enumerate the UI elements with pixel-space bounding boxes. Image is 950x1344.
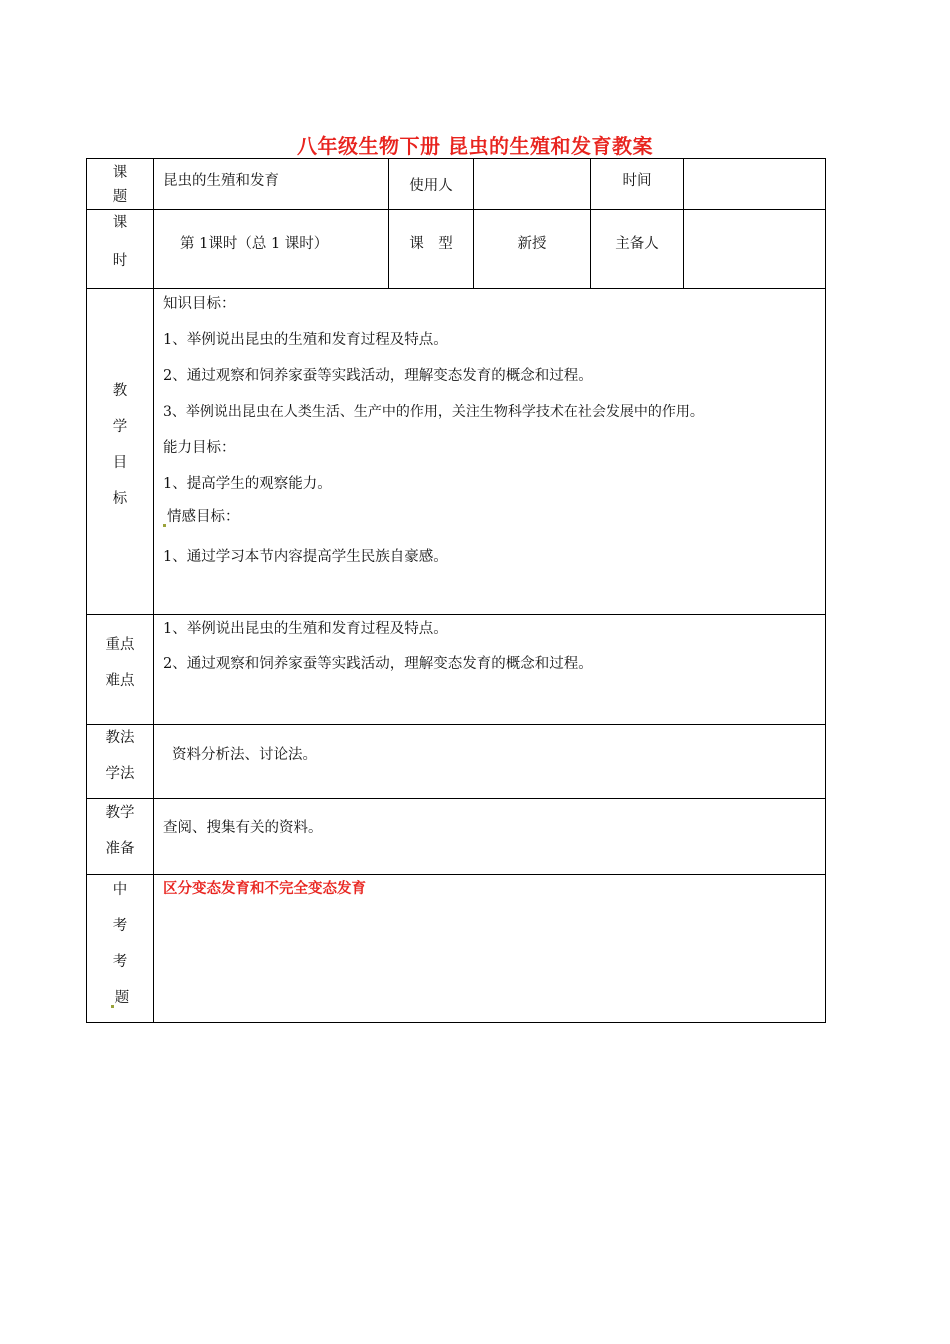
exam-content: [154, 875, 826, 1023]
label-key-points: 重点 难点: [87, 615, 154, 725]
row-methods: [87, 725, 826, 799]
goals-emotion-heading: 情感目标：: [163, 507, 825, 527]
row-goals: [87, 289, 826, 615]
goals-line: 1、提高学生的观察能力。: [163, 476, 332, 492]
goals-line: 1、通过学习本节内容提高学生民族自豪感。: [163, 549, 448, 565]
preparation-value: 查阅、搜集有关的资料。: [163, 820, 323, 836]
row-key-points: [87, 615, 826, 725]
time-value-cell: [684, 159, 826, 210]
exam-topic: 区分变态发育和不完全变态发育: [163, 881, 366, 897]
preparer-label: 主备人: [615, 236, 659, 252]
label-preparation: 教学 准备: [87, 799, 154, 875]
row-period: [87, 210, 826, 289]
row-preparation: [87, 799, 826, 875]
label-topic: 课 题: [87, 159, 154, 210]
topic-cell: [154, 159, 389, 210]
lesson-plan-table: [86, 158, 826, 1023]
page-title: 八年级生物下册 昆虫的生殖和发育教案: [297, 134, 653, 158]
type-label: 课 型: [409, 236, 453, 252]
row-topic: [87, 159, 826, 210]
goals-ability-heading: 能力目标：: [163, 440, 236, 456]
user-value-cell: [474, 159, 591, 210]
methods-value: 资料分析法、讨论法。: [172, 747, 317, 763]
user-label: 使用人: [409, 178, 453, 194]
methods-content: [154, 725, 826, 799]
label-period: 课 时: [87, 210, 154, 289]
time-label: 时间: [622, 173, 652, 189]
label-exam: 中 考 考 题: [87, 875, 154, 1023]
type-label-cell: [389, 210, 474, 289]
mark-dot: [111, 1005, 114, 1008]
preparer-label-cell: [591, 210, 684, 289]
key-point-line: 1、举例说出昆虫的生殖和发育过程及特点。: [163, 621, 448, 637]
label-goals: 教 学 目 标: [87, 289, 154, 615]
row-exam: [87, 875, 826, 1023]
user-label-cell: [389, 159, 474, 210]
goals-knowledge-heading: 知识目标：: [163, 296, 236, 312]
goals-content: [154, 289, 826, 615]
topic-value: 昆虫的生殖和发育: [163, 173, 279, 189]
key-point-line: 2、通过观察和饲养家蚕等实践活动，理解变态发育的概念和过程。: [163, 656, 593, 672]
goals-line: 2、通过观察和饲养家蚕等实践活动，理解变态发育的概念和过程。: [163, 368, 593, 384]
period-cell: [154, 210, 389, 289]
period-value: 第 1课时（总 1 课时）: [180, 236, 329, 252]
key-points-content: [154, 615, 826, 725]
preparer-value-cell: [684, 210, 826, 289]
type-value-cell: [474, 210, 591, 289]
mark-dot: [163, 524, 166, 527]
goals-line: 1、举例说出昆虫的生殖和发育过程及特点。: [163, 332, 448, 348]
goals-line: 3、举例说出昆虫在人类生活、生产中的作用，关注生物科学技术在社会发展中的作用。: [163, 404, 704, 420]
preparation-content: [154, 799, 826, 875]
time-label-cell: [591, 159, 684, 210]
label-methods: 教法 学法: [87, 725, 154, 799]
type-value: 新授: [517, 236, 547, 252]
